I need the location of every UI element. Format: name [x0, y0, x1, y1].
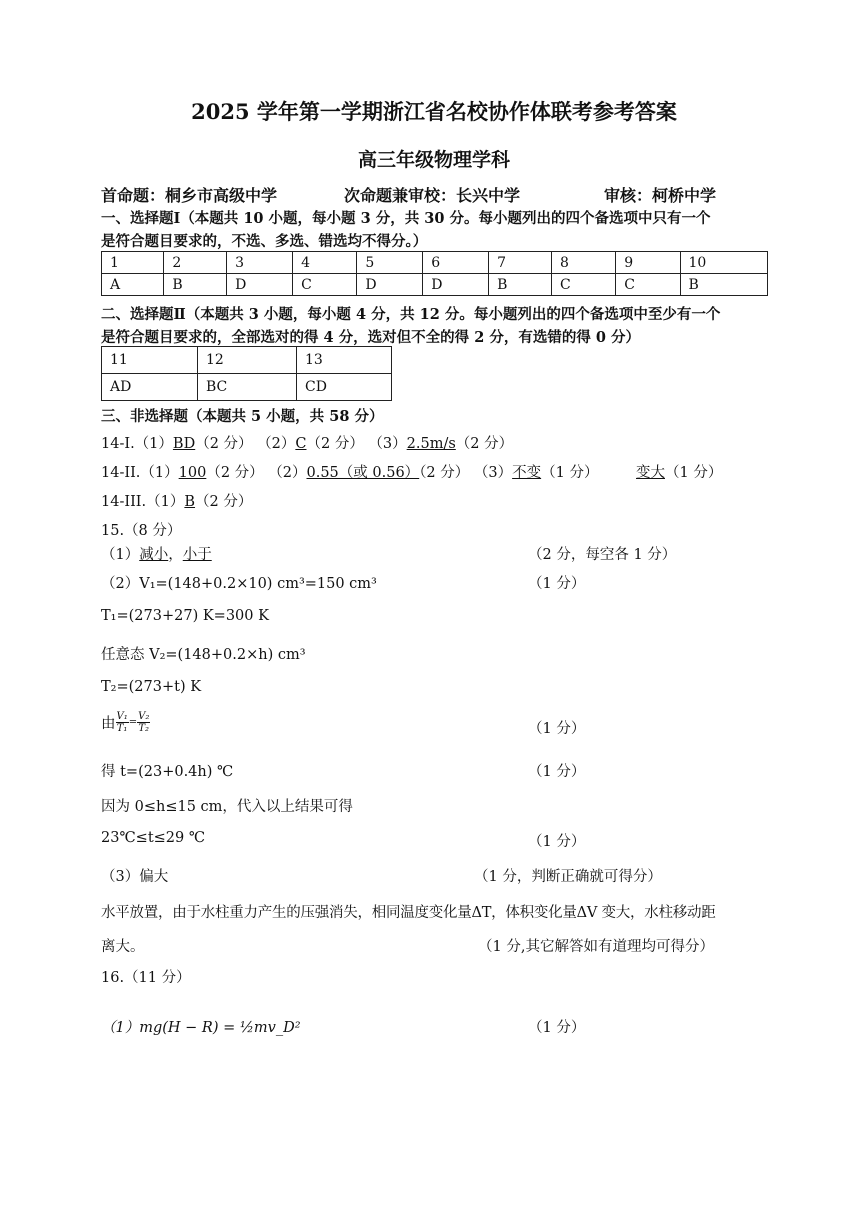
q15-line-12: 离大。: [101, 939, 145, 955]
q15-line-11: 水平放置，由于水柱重力产生的压强消失，相同温度变化量ΔT，体积变化量ΔV 变大，水柱移动距: [101, 905, 716, 921]
table-cell: 10: [680, 252, 768, 274]
q15-line-6-prefix: 由: [101, 716, 116, 732]
table-cell: 9: [616, 252, 680, 274]
fraction: [137, 711, 150, 734]
table-row: [102, 252, 768, 274]
table-cell: 1: [102, 252, 164, 274]
q15-line-1-score: （2 分，每空各 1 分）: [528, 547, 677, 563]
table-cell: B: [164, 274, 227, 296]
q16-line-1: （1）mg(H − R) = ½mv_D²: [101, 1020, 301, 1036]
fraction-numerator: V₁: [116, 711, 128, 722]
table-cell: 7: [489, 252, 552, 274]
table-cell: D: [357, 274, 423, 296]
author-first: 首命题：桐乡市高级中学: [101, 186, 278, 205]
q15-line-2-score: （1 分）: [528, 576, 586, 592]
table-cell: D: [227, 274, 293, 296]
section1-answer-table: [101, 251, 768, 296]
table-cell: AD: [102, 374, 198, 401]
q14-2-answer-3: 不变: [512, 465, 542, 481]
q15-line-7-score: （1 分）: [528, 764, 586, 780]
table-cell: B: [680, 274, 768, 296]
table-row: [102, 347, 392, 374]
q15-line-1-answer-a: 减小: [139, 547, 169, 563]
q15-line-1: [101, 543, 212, 564]
q14-3-score-1: （2 分）: [195, 494, 253, 510]
table-row: [102, 274, 768, 296]
q15-line-10: （3）偏大: [101, 869, 169, 885]
q14-2-prefix: 14-II.（1）: [101, 465, 179, 481]
author-second: 次命题兼审校：长兴中学: [344, 186, 521, 205]
table-cell: BC: [198, 374, 297, 401]
q15-line-6: [101, 711, 150, 734]
q15-line-3: T₁=(273+27) K=300 K: [101, 608, 269, 624]
table-cell: 12: [198, 347, 297, 374]
q14-1-prefix: 14-I.（1）: [101, 436, 173, 452]
table-cell: 5: [357, 252, 423, 274]
q14-2-answer-2: 0.55（或 0.56）: [306, 465, 420, 481]
table-cell: 6: [423, 252, 489, 274]
section1-heading-1: 一、选择题Ⅰ（本题共 10 小题，每小题 3 分，共 30 分。每小题列出的四个备选项中只有一个: [101, 210, 711, 227]
q14-2-answer-1: 100: [178, 465, 207, 481]
table-cell: 2: [164, 252, 227, 274]
q14-2-score-3: （1 分）: [541, 465, 599, 481]
q15-line-1-answer-b: 小于: [182, 547, 212, 563]
q14-1-answer-1: BD: [172, 436, 196, 452]
table-row: [102, 374, 392, 401]
section3-heading: 三、非选择题（本题共 5 小题，共 58 分）: [101, 408, 384, 425]
q15-line-1-sep: ，: [168, 547, 183, 563]
page-subtitle: 高三年级物理学科: [357, 149, 510, 171]
q14-2-answer-4: 变大: [636, 465, 665, 481]
table-cell: 11: [102, 347, 198, 374]
q15-line-12-score: （1 分,其它解答如有道理均可得分）: [478, 939, 714, 955]
q15-line-1-prefix: （1）: [101, 547, 140, 563]
table-cell: C: [552, 274, 616, 296]
q14-1-answer-3: 2.5m/s: [406, 436, 456, 452]
table-cell: 13: [297, 347, 392, 374]
table-cell: B: [489, 274, 552, 296]
q15-line-4: 任意态 V₂=(148+0.2×h) cm³: [101, 647, 306, 663]
q15-line-10-score: （1 分，判断正确就可得分）: [474, 869, 662, 885]
q14-1-score-1: （2 分） （2）: [195, 436, 296, 452]
q14-2-score-2: （2 分） （3）: [419, 465, 513, 481]
author-review: 审核：柯桥中学: [604, 186, 717, 205]
q15-line-5: T₂=(273+t) K: [101, 679, 202, 695]
section2-heading-1: 二、选择题Ⅱ（本题共 3 小题，每小题 4 分，共 12 分。每小题列出的四个备选项中至少有一个: [101, 306, 721, 323]
q14-3-line: [101, 490, 252, 511]
q15-line-9: 23℃≤t≤29 ℃: [101, 830, 206, 846]
q14-1-answer-2: C: [295, 436, 307, 452]
table-cell: CD: [297, 374, 392, 401]
page-title: 2025 学年第一学期浙江省名校协作体联考参考答案: [191, 99, 677, 124]
q14-1-score-2: （2 分） （3）: [306, 436, 407, 452]
q15-line-8: 因为 0≤h≤15 cm，代入以上结果可得: [101, 799, 353, 815]
table-cell: C: [293, 274, 357, 296]
q16-line-1-score: （1 分）: [528, 1020, 586, 1036]
q14-2-line: [101, 461, 598, 482]
q14-1-score-3: （2 分）: [455, 436, 514, 452]
fraction: [116, 711, 129, 734]
q14-2-line-tail: [636, 461, 722, 482]
q15-line-7: 得 t=(23+0.4h) ℃: [101, 764, 234, 780]
section2-answer-table: [101, 346, 392, 401]
table-cell: D: [423, 274, 489, 296]
q14-3-prefix: 14-III.（1）: [101, 494, 185, 510]
table-cell: A: [102, 274, 164, 296]
fraction-denominator: T₁: [116, 723, 128, 734]
q15-header: 15.（8 分）: [101, 523, 182, 539]
fraction-numerator: V₂: [138, 711, 150, 722]
q15-line-2: （2）V₁=(148+0.2×10) cm³=150 cm³: [101, 576, 377, 592]
equals-sign: =: [128, 717, 138, 728]
table-cell: 4: [293, 252, 357, 274]
q14-1-line: [101, 432, 513, 453]
fraction-denominator: T₂: [138, 723, 150, 734]
table-cell: 3: [227, 252, 293, 274]
q14-3-answer-1: B: [184, 494, 196, 510]
table-cell: 8: [552, 252, 616, 274]
q15-line-6-score: （1 分）: [528, 721, 586, 737]
q15-line-9-score: （1 分）: [528, 834, 586, 850]
section2-heading-2: 是符合题目要求的，全部选对的得 4 分，选对但不全的得 2 分，有选错的得 0 分）: [101, 329, 641, 346]
q16-header: 16.（11 分）: [101, 970, 191, 986]
table-cell: C: [616, 274, 680, 296]
q14-2-score-1: （2 分） （2）: [206, 465, 307, 481]
q14-2-score-4: （1 分）: [665, 465, 723, 481]
section1-heading-2: 是符合题目要求的，不选、多选、错选均不得分。）: [101, 233, 428, 250]
